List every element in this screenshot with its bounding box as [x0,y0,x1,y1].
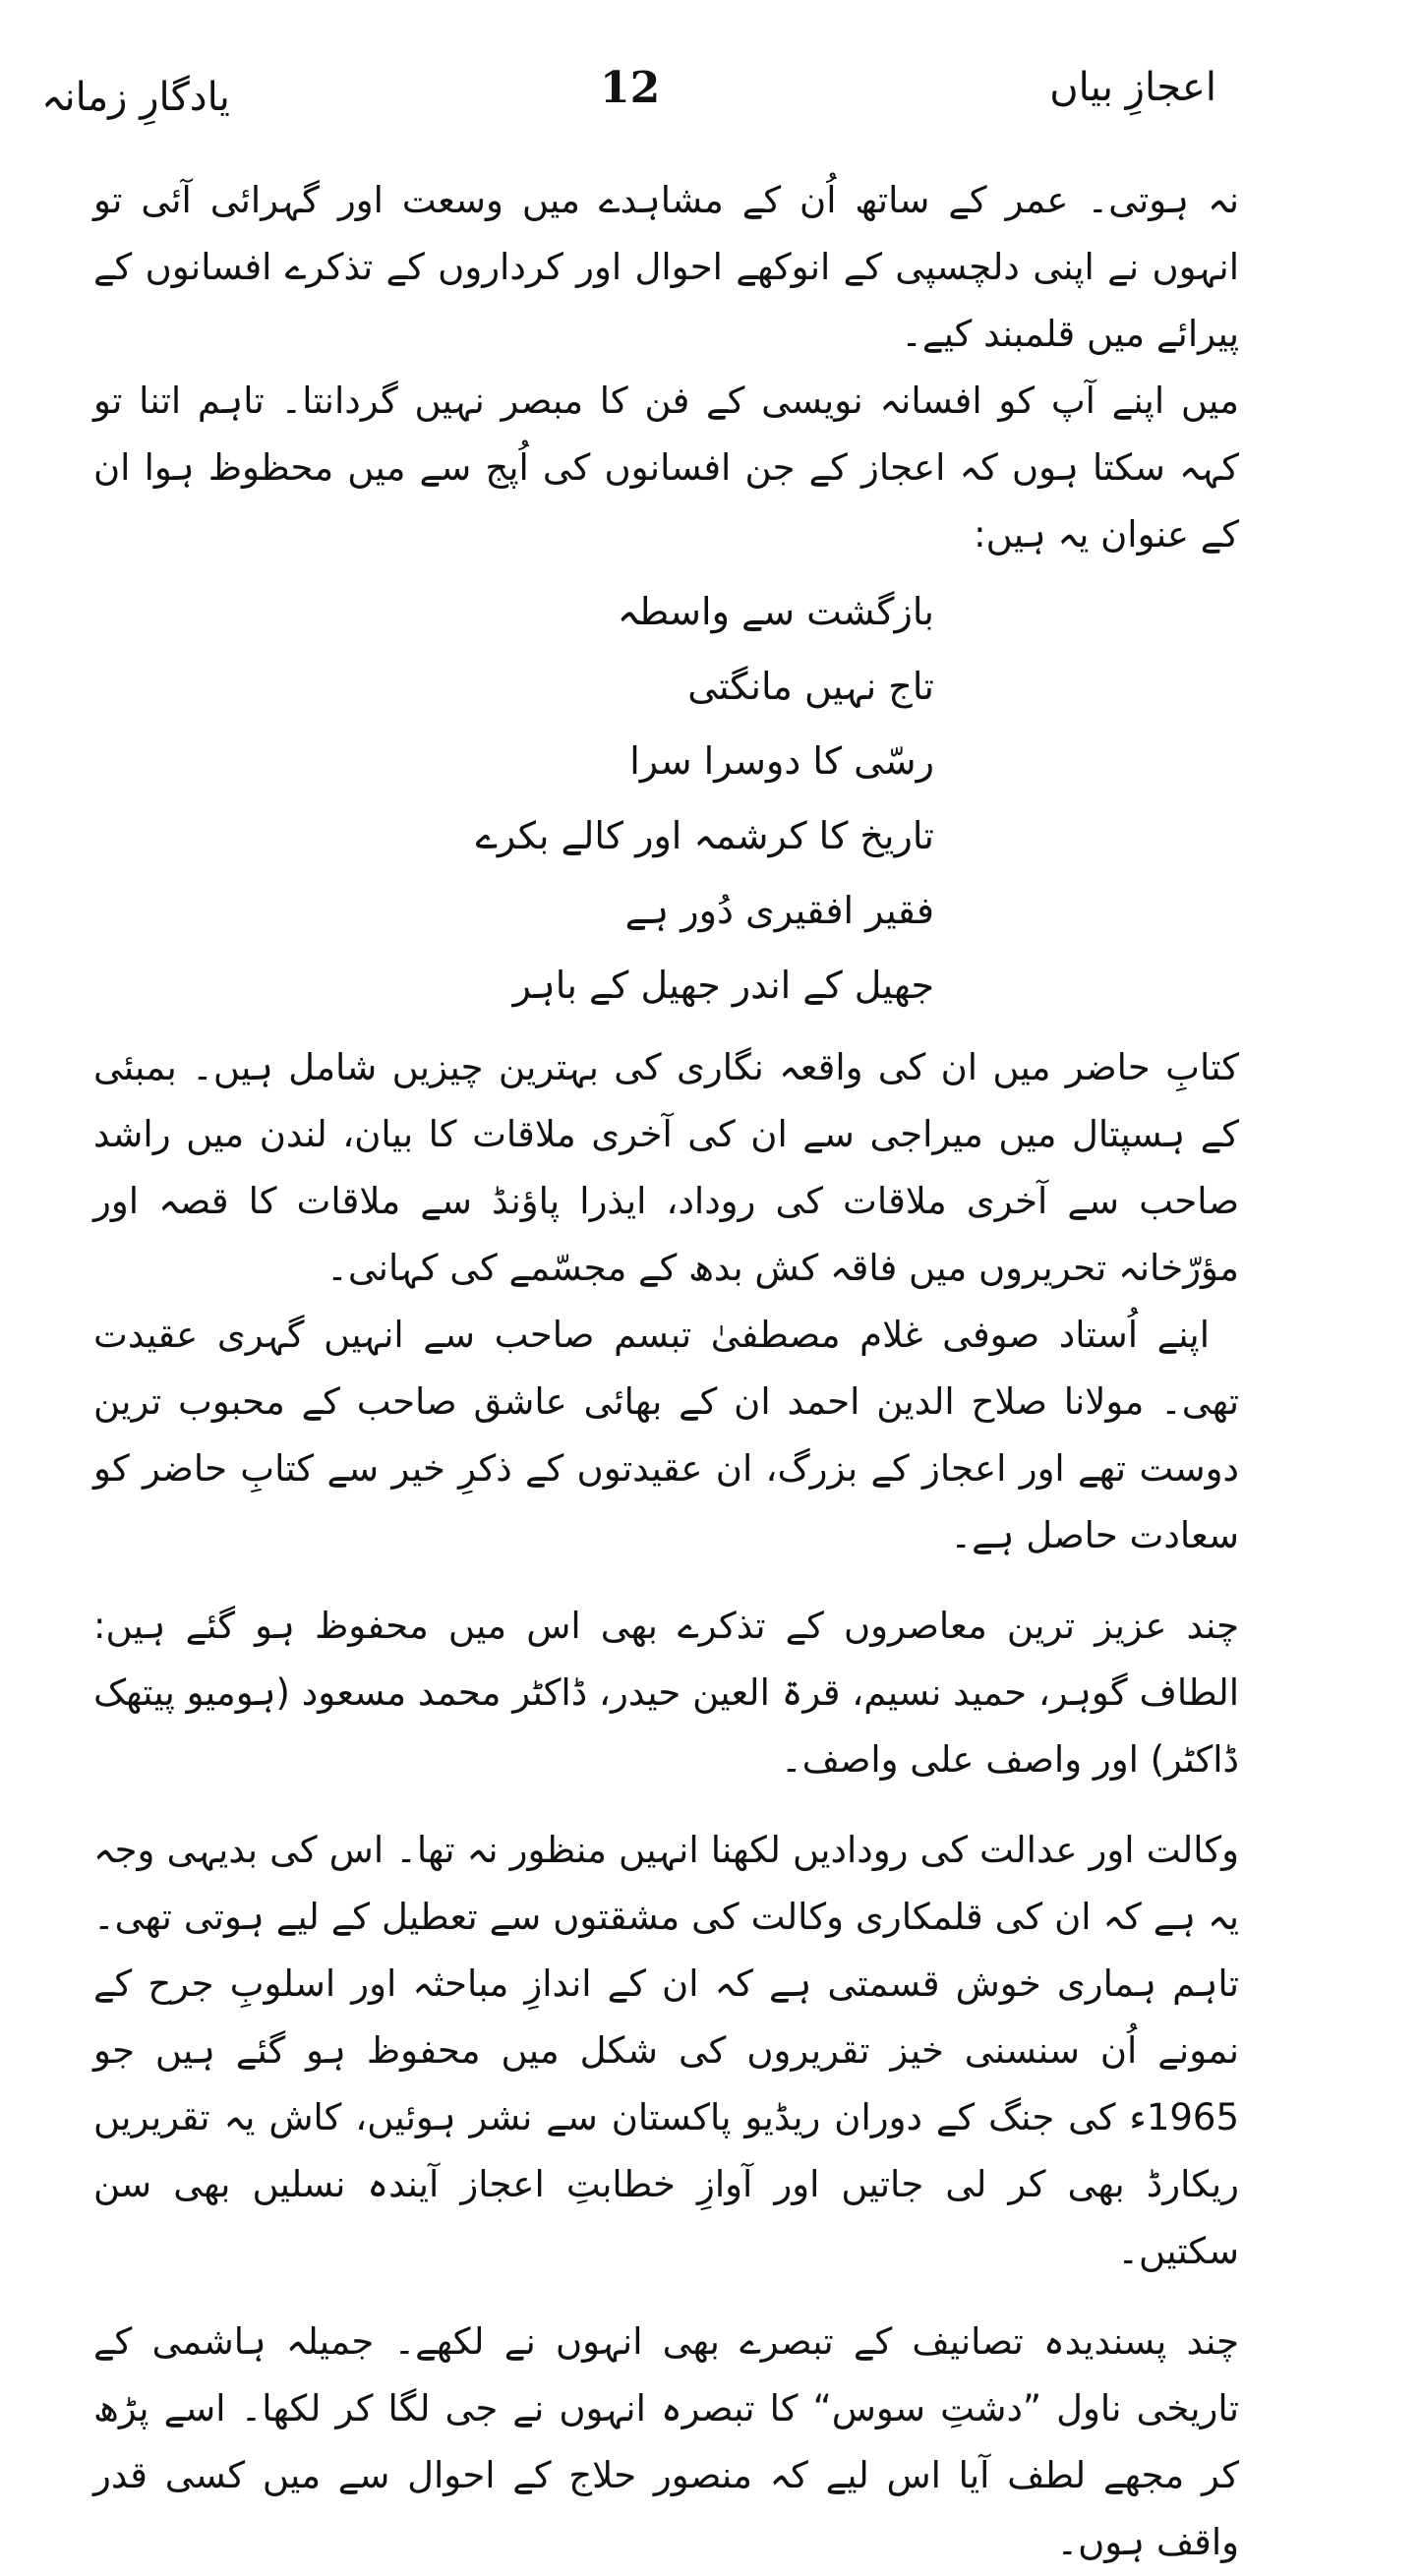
paragraph: اپنے اُستاد صوفی غلام مصطفیٰ تبسم صاحب سے انہیں گہری عقیدت تھی۔ مولانا صلاح الدین احمد ان کے بھائی عاشق صاحب کے محبوب ترین دوست تھے اور اعجاز کے بزرگ، ان عقیدتوں کے ذکرِ خیر سے کتابِ حاضر کو سعادت حاصل ہے۔ [93,1314,1239,1556]
paragraph: چند عزیز ترین معاصروں کے تذکرے بھی اس میں محفوظ ہو گئے ہیں: الطاف گوہر، حمید نسیم، قرۃ العین حیدر، ڈاکٹر محمد مسعود (ہومیو پیتھک ڈاکٹر) اور واصف علی واصف۔ [93,1605,1239,1781]
paragraph: کتابِ حاضر میں ان کی واقعہ نگاری کی بہترین چیزیں شامل ہیں۔ بمبئی کے ہسپتال میں میراجی سے ان کی آخری ملاقات کا بیان، لندن میں راشد صاحب سے آخری ملاقات کی روداد، ایذرا پاؤنڈ سے ملاقات کا قصہ اور مؤرّخانہ تحریروں میں فاقہ کش بدھ کے مجسّمے کی کہانی۔ [93,1046,1239,1289]
section-title: یادگارِ زمانہ [41,75,230,120]
list-item: تاریخ کا کرشمہ اور کالے بکرے [475,814,934,857]
story-title-list [93,574,1239,1023]
page-header [0,61,1421,140]
book-title: اعجازِ بیاں [1049,65,1216,110]
list-item: جھیل کے اندر جھیل کے باہر [512,964,934,1007]
list-item: فقیر افقیری دُور ہے [624,889,934,932]
page-body [93,167,1239,2576]
page-number: 12 [600,63,661,113]
paragraph: نہ ہوتی۔ عمر کے ساتھ اُن کے مشاہدے میں وسعت اور گہرائی آئی تو انہوں نے اپنی دلچسپی کے انوکھے احوال اور کرداروں کے تذکرے افسانوں کے پیرائے میں قلمبند کیے۔ [93,179,1239,355]
paragraph: میں اپنے آپ کو افسانہ نویسی کے فن کا مبصر نہیں گردانتا۔ تاہم اتنا تو کہہ سکتا ہوں کہ اعجاز کے جن افسانوں کی اُپج سے میں محظوظ ہوا ان کے عنوان یہ ہیں: [93,380,1239,556]
paragraph: وکالت اور عدالت کی رودادیں لکھنا انہیں منظور نہ تھا۔ اس کی بدیہی وجہ یہ ہے کہ ان کی قلمکاری وکالت کی مشقتوں سے تعطیل کے لیے ہوتی تھی۔ تاہم ہماری خوش قسمتی ہے کہ ان کے اندازِ مباحثہ اور اسلوبِ جرح کے نمونے اُن سنسنی خیز تقریروں کی شکل میں محفوظ ہو گئے ہیں جو 1965ء کی جنگ کے دوران ریڈیو پاکستان سے نشر ہوئیں، کاش یہ تقریریں ریکارڈ بھی کر لی جاتیں اور آوازِ خطابتِ اعجاز آیندہ نسلیں بھی سن سکتیں۔ [93,1829,1239,2272]
paragraph: چند پسندیدہ تصانیف کے تبصرے بھی انہوں نے لکھے۔ جمیلہ ہاشمی کے تاریخی ناول ”دشتِ سوس“ کا تبصرہ انہوں نے جی لگا کر لکھا۔ اسے پڑھ کر مجھے لطف آیا اس لیے کہ منصور حلاج کے احوال سے میں کسی قدر واقف ہوں۔ [93,2320,1239,2563]
list-item: رسّی کا دوسرا سرا [629,739,934,783]
list-item: بازگشت سے واسطہ [617,590,934,633]
list-item: تاج نہیں مانگتی [687,665,934,708]
